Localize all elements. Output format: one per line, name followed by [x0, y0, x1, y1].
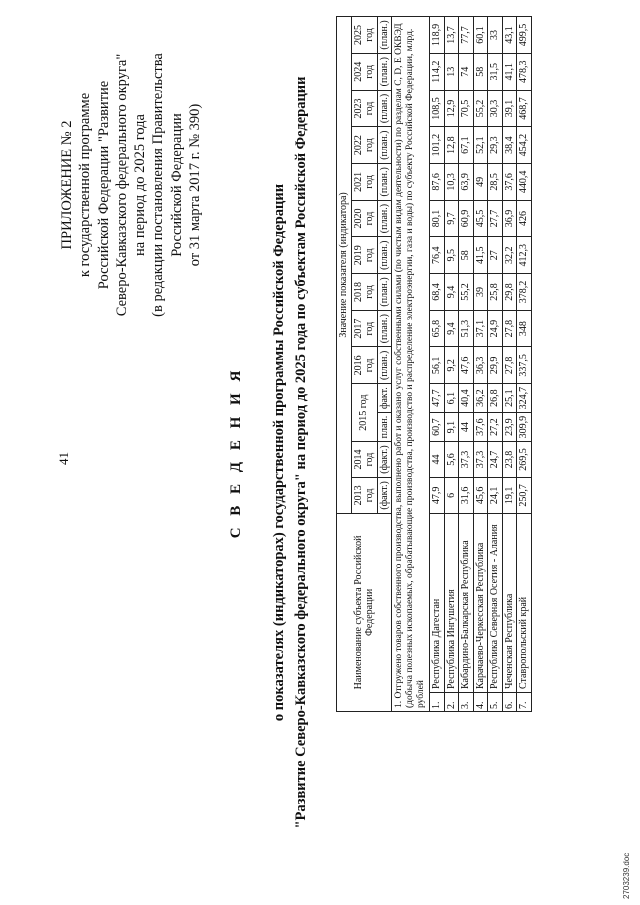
document-title: [224, 0, 312, 905]
row-value: 12,8: [444, 127, 459, 164]
row-value: 348: [517, 310, 532, 347]
row-value: 47,9: [430, 477, 445, 513]
row-value: 13: [444, 53, 459, 90]
row-value: 37,3: [473, 442, 488, 478]
header-year-note: (факт.): [377, 477, 392, 513]
row-index: 7.: [517, 693, 532, 712]
row-value: 65,8: [430, 310, 445, 347]
row-value: 10,3: [444, 163, 459, 200]
row-value: 9,1: [444, 413, 459, 442]
row-value: 23,8: [502, 442, 517, 478]
header-year: 2021 год: [351, 163, 377, 200]
file-footer: 2703239.doc: [622, 852, 631, 899]
table-body: [392, 17, 532, 712]
row-value: 499,5: [517, 17, 532, 54]
row-value: 378,2: [517, 274, 532, 311]
header-year-note: (план.): [377, 90, 392, 127]
title-heading: С В Е Д Е Н И Я: [228, 366, 244, 539]
header-year-note: (план.): [377, 274, 392, 311]
header-2015-sub: план.: [377, 413, 392, 442]
header-year-note: (план.): [377, 347, 392, 384]
table-row: [430, 17, 445, 712]
table-row: [488, 17, 503, 712]
row-value: 478,3: [517, 53, 532, 90]
table-row: [444, 17, 459, 712]
title-line-1: о показателях (индикаторах) государственной программы Российской Федерации: [271, 183, 287, 722]
row-value: 33: [488, 17, 503, 54]
row-value: 52,1: [473, 127, 488, 164]
row-subject-name: Ставропольский край: [517, 513, 532, 692]
row-value: 60,9: [459, 200, 474, 237]
row-value: 114,2: [430, 53, 445, 90]
row-value: 30,3: [488, 90, 503, 127]
row-value: 9,7: [444, 200, 459, 237]
appendix-line: Северо-Кавказского федерального округа": [113, 53, 130, 317]
title-line-2: "Развитие Северо-Кавказского федерального округа" на период до 2025 года по субъектам Российской Федерации: [293, 76, 309, 829]
row-value: 31,6: [459, 477, 474, 513]
row-value: 58: [459, 237, 474, 274]
row-value: 309,9: [517, 413, 532, 442]
row-value: 5,6: [444, 442, 459, 478]
row-value: 24,9: [488, 310, 503, 347]
header-year: 2020 год: [351, 200, 377, 237]
row-value: 37,6: [473, 413, 488, 442]
row-value: 39,1: [502, 90, 517, 127]
row-value: 60,1: [473, 17, 488, 54]
row-value: 25,8: [488, 274, 503, 311]
row-index: 5.: [488, 693, 503, 712]
row-value: 6: [444, 477, 459, 513]
appendix-line: от 31 марта 2017 г. № 390): [187, 103, 204, 267]
section-title: 1. Отгружено товаров собственного производства, выполнено работ и оказано услуг собственными силами (по чистым видам деятельности) по разделам C, D, E ОКВЭД (добыча полезных ископаемых, обрабатывающие производства, производство и распределение электроэнергии, газа и воды) по субъекту Российской Федерации, млрд. рублей: [392, 17, 430, 712]
header-2015-sub: факт.: [377, 384, 392, 413]
row-value: 27,2: [488, 413, 503, 442]
row-value: 108,5: [430, 90, 445, 127]
header-year-note: (план.): [377, 53, 392, 90]
row-value: 27: [488, 237, 503, 274]
row-value: 70,5: [459, 90, 474, 127]
row-value: 269,5: [517, 442, 532, 478]
row-subject-name: Республика Северная Осетия - Алания: [488, 513, 503, 692]
row-value: 36,2: [473, 384, 488, 413]
table-row: [502, 17, 517, 712]
appendix-line: Российской Федерации: [168, 113, 185, 257]
row-value: 60,7: [430, 413, 445, 442]
row-value: 41,5: [473, 237, 488, 274]
table-row: [473, 17, 488, 712]
page-number: 41: [56, 452, 71, 465]
header-year: 2022 год: [351, 127, 377, 164]
row-value: 9,2: [444, 347, 459, 384]
row-subject-name: Кабардино-Балкарская Республика: [459, 513, 474, 692]
row-value: 24,7: [488, 442, 503, 478]
row-value: 118,9: [430, 17, 445, 54]
header-year-note: (план.): [377, 237, 392, 274]
row-value: 27,7: [488, 200, 503, 237]
header-year: 2024 год: [351, 53, 377, 90]
row-value: 32,2: [502, 237, 517, 274]
header-year-note: (план.): [377, 127, 392, 164]
row-value: 101,2: [430, 127, 445, 164]
row-value: 29,9: [488, 347, 503, 384]
row-index: 6.: [502, 693, 517, 712]
row-value: 45,5: [473, 200, 488, 237]
row-value: 74: [459, 53, 474, 90]
header-year-note: (план.): [377, 200, 392, 237]
row-value: 27,8: [502, 347, 517, 384]
row-value: 43,1: [502, 17, 517, 54]
row-value: 12,9: [444, 90, 459, 127]
row-value: 412,3: [517, 237, 532, 274]
row-subject-name: Карачаево-Черкесская Республика: [473, 513, 488, 692]
row-value: 77,7: [459, 17, 474, 54]
row-subject-name: Республика Ингушетия: [444, 513, 459, 692]
row-subject-name: Чеченская Республика: [502, 513, 517, 692]
row-value: 68,4: [430, 274, 445, 311]
row-value: 36,3: [473, 347, 488, 384]
row-value: 25,1: [502, 384, 517, 413]
row-value: 80,1: [430, 200, 445, 237]
row-value: 47,7: [430, 384, 445, 413]
header-year: 2019 год: [351, 237, 377, 274]
row-value: 468,7: [517, 90, 532, 127]
row-value: 28,5: [488, 163, 503, 200]
row-value: 87,6: [430, 163, 445, 200]
row-value: 76,4: [430, 237, 445, 274]
row-index: 2.: [444, 693, 459, 712]
row-value: 51,3: [459, 310, 474, 347]
row-value: 440,4: [517, 163, 532, 200]
row-value: 41,1: [502, 53, 517, 90]
row-value: 26,8: [488, 384, 503, 413]
header-year-note: (факт.): [377, 442, 392, 478]
header-year-note: (план.): [377, 163, 392, 200]
row-value: 9,5: [444, 237, 459, 274]
row-value: 27,8: [502, 310, 517, 347]
row-value: 454,2: [517, 127, 532, 164]
row-value: 55,2: [459, 274, 474, 311]
header-year: 2015 год: [351, 384, 377, 442]
header-subject-name: Наименование субъекта Российской Федерации: [337, 513, 392, 711]
row-value: 9,4: [444, 274, 459, 311]
row-value: 37,6: [502, 163, 517, 200]
row-value: 24,1: [488, 477, 503, 513]
header-year: 2025 год: [351, 17, 377, 54]
row-value: 55,2: [473, 90, 488, 127]
table-row: [517, 17, 532, 712]
row-value: 40,4: [459, 384, 474, 413]
row-value: 37,3: [459, 442, 474, 478]
row-value: 37,1: [473, 310, 488, 347]
appendix-line: ПРИЛОЖЕНИЕ № 2: [59, 120, 75, 250]
table-row: [459, 17, 474, 712]
row-value: 9,4: [444, 310, 459, 347]
header-year: 2017 год: [351, 310, 377, 347]
row-value: 44: [430, 442, 445, 478]
row-subject-name: Республика Дагестан: [430, 513, 445, 692]
appendix-line: (в редакции постановления Правительства: [150, 53, 167, 317]
row-value: 19,1: [502, 477, 517, 513]
row-index: 4.: [473, 693, 488, 712]
row-value: 49: [473, 163, 488, 200]
row-index: 1.: [430, 693, 445, 712]
row-value: 67,1: [459, 127, 474, 164]
table-header-row: [337, 17, 352, 712]
row-value: 38,4: [502, 127, 517, 164]
header-indicator-value: Значение показателя (индикатора): [337, 17, 352, 514]
row-value: 47,6: [459, 347, 474, 384]
header-year-note: (план.): [377, 310, 392, 347]
header-year: 2023 год: [351, 90, 377, 127]
row-value: 426: [517, 200, 532, 237]
row-value: 63,9: [459, 163, 474, 200]
appendix-line: к государственной программе: [77, 92, 94, 278]
header-year-note: (план.): [377, 17, 392, 54]
indicators-table: [336, 16, 532, 712]
row-value: 58: [473, 53, 488, 90]
row-value: 337,5: [517, 347, 532, 384]
row-value: 31,5: [488, 53, 503, 90]
row-value: 45,6: [473, 477, 488, 513]
row-value: 44: [459, 413, 474, 442]
row-value: 39: [473, 274, 488, 311]
row-value: 324,7: [517, 384, 532, 413]
appendix-line: Российской Федерации "Развитие: [95, 80, 112, 290]
row-value: 56,1: [430, 347, 445, 384]
row-value: 29,8: [502, 274, 517, 311]
row-value: 36,9: [502, 200, 517, 237]
section-row: [392, 17, 430, 712]
header-year: 2016 год: [351, 347, 377, 384]
row-value: 250,7: [517, 477, 532, 513]
header-year: 2014 год: [351, 442, 377, 478]
appendix-block: [58, 20, 204, 350]
row-value: 13,7: [444, 17, 459, 54]
row-index: 3.: [459, 693, 474, 712]
row-value: 23,9: [502, 413, 517, 442]
header-year: 2018 год: [351, 274, 377, 311]
header-year: 2013 год: [351, 477, 377, 513]
row-value: 29,3: [488, 127, 503, 164]
appendix-line: на период до 2025 года: [132, 114, 149, 256]
row-value: 6,1: [444, 384, 459, 413]
